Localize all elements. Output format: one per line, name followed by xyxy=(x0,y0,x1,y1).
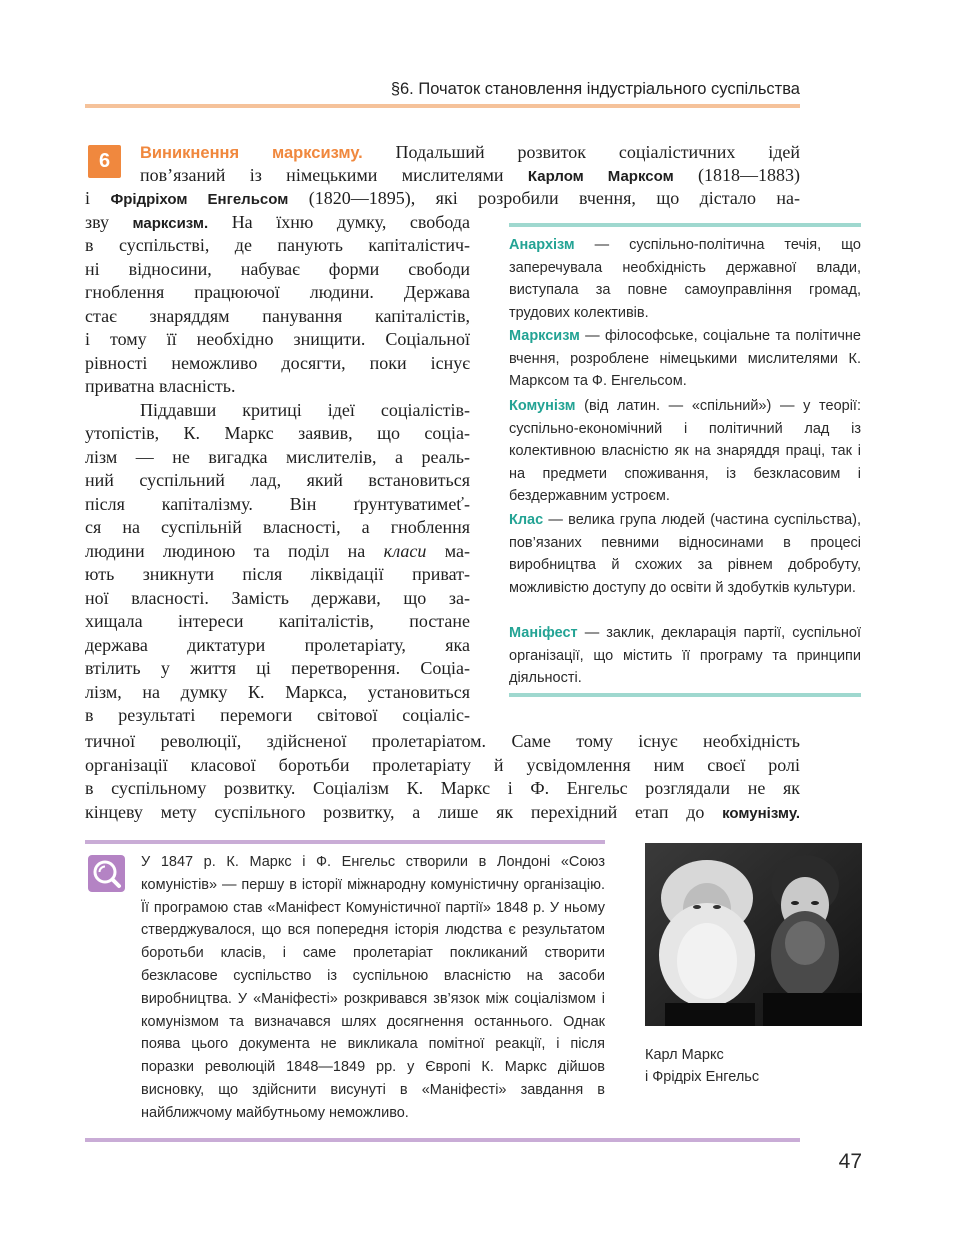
glossary-term: Маніфест xyxy=(509,625,578,641)
caption-line: Карл Маркс xyxy=(645,1047,724,1063)
note-top-rule xyxy=(85,840,605,844)
glossary-entry xyxy=(509,509,861,599)
glossary-entry xyxy=(509,234,861,324)
portrait-photo xyxy=(645,843,862,1026)
text-line: тичної революції, здійсненої пролетаріатом. Саме тому існує необхідність xyxy=(85,731,800,751)
text-line: кінцеву мету суспільного розвитку, а лише як перехідний етап до комунізму. xyxy=(85,802,801,822)
text-line: в суспільному розвитку. Соціалізм К. Маркс і Ф. Енгельс розглядали не як xyxy=(85,778,800,798)
glossary-entry xyxy=(509,325,861,393)
text-line: людини людиною та поділ на класи ма- xyxy=(85,541,470,561)
text-line: лізм — не вигадка мислителів, а реаль- xyxy=(85,447,470,467)
glossary-definition: — філософське, соціальне та політичне вчення, розроблене німецькими мислителями К. Марксом та Ф. Енгельсом. xyxy=(509,328,861,389)
text-line: ють зникнути після ліквідації приват- xyxy=(85,564,470,584)
glossary-definition: — велика група людей (частина суспільства), пов’язаних певними відносинами в процесі виробництва й схожих за рівнем добробуту, можливістю доступу до освіти й здобутків культури. xyxy=(509,512,861,596)
glossary-term: Анархізм xyxy=(509,237,575,253)
note-text: У 1847 р. К. Маркс і Ф. Енгельс створили в Лондоні «Союз комуністів» — першу в історії міжнародну комуністичну організацію. Її програмою став «Маніфест Комуністичної партії» 1848 р. У ньому стверджувалося, що вся попередня історія людства є результатом боротьби класів, і саме пролетаріат покликаний створити безкласове суспільство із суспільною власністю на засоби виробництва. У «Маніфесті» розкривався зв’язок між соціалізмом і комунізмом та визначався шлях досягнення останнього. Однак поява цього документа не викликала помітної реакції, і після поразки революцій 1848—1849 рр. у Європі К. Маркс дійшов висновку, що здійснити висунуті в «Маніфесті» завдання в найближчому майбутньому неможливо. xyxy=(141,854,605,1121)
portrait-caption xyxy=(645,1044,862,1088)
glossary-definition: — суспільно-політична течія, що заперечувала необхідність державної влади, виступала за повне самоуправління громад, трудових колективів. xyxy=(509,237,861,321)
text-line: лізм, на думку К. Маркса, установиться xyxy=(85,682,470,702)
text-line: і тому її необхідно знищити. Соціальної xyxy=(85,329,470,349)
text-line: гноблення працюючої людини. Держава xyxy=(85,282,470,302)
text-line: стає знаряддям панування капіталістів, xyxy=(85,306,470,326)
text-line: хищала інтереси капіталістів, постане xyxy=(85,611,470,631)
text-line: утопістів, К. Маркс заявив, що соціа- xyxy=(85,423,470,443)
text-line: в суспільстві, де панують капіталістич- xyxy=(85,235,470,255)
caption-line: і Фрідріх Енгельс xyxy=(645,1069,760,1085)
text-line: ний суспільний лад, який встановиться xyxy=(85,470,470,490)
glossary-definition: (від латин. — «спільний») — у теорії: суспільно-економічний і політичний лад із колективною власністю як на знаряддя праці, так і на предмети споживання, із безкласовим і бездержавним устроєм. xyxy=(509,398,861,504)
text-line: і Фрідріхом Енгельсом (1820—1895), які розробили вчення, що дістало на- xyxy=(85,188,801,208)
glossary-entry xyxy=(509,622,861,690)
running-header: §6. Початок становлення індустріального суспільства xyxy=(390,80,800,98)
text-line: організації класової боротьби пролетаріату й усвідомлення ним своєї ролі xyxy=(85,755,800,775)
glossary-entry xyxy=(509,395,861,508)
magnifier-icon xyxy=(88,855,125,892)
glossary-term: Марксизм xyxy=(509,328,580,344)
page-number: 47 xyxy=(838,1150,862,1173)
header-rule xyxy=(85,104,800,108)
text-line: Виникнення марксизму. Подальший розвиток соціалістичних ідей xyxy=(140,142,801,162)
text-line: держава диктатури пролетаріату, яка xyxy=(85,635,470,655)
text-line: рівності неможливо досягти, поки існує xyxy=(85,353,470,373)
note-bottom-rule xyxy=(85,1138,800,1142)
text-line: в результаті перемоги світової соціаліс- xyxy=(85,705,470,725)
text-line: ся на суспільній власності, а гноблення xyxy=(85,517,470,537)
text-line: ної власності. Замість держави, що за- xyxy=(85,588,470,608)
text-line: Піддавши критиці ідеї соціалістів- xyxy=(140,400,470,420)
glossary-bottom-rule xyxy=(509,693,861,697)
glossary-term: Комунізм xyxy=(509,398,576,414)
text-line: зву марксизм. На їхню думку, свобода xyxy=(85,212,470,232)
text-line: пов’язаний із німецькими мислителями Карлом Марксом (1818—1883) xyxy=(140,165,801,185)
glossary-definition: — заклик, декларація партії, суспільної організації, що містить її програму та принципи діяльності. xyxy=(509,625,861,686)
text-line: після капіталізму. Він ґрунтуватимеť- xyxy=(85,494,470,514)
section-number-badge: 6 xyxy=(88,145,121,178)
glossary-top-rule xyxy=(509,223,861,227)
section-heading: Виникнення марксизму. xyxy=(140,144,363,162)
text-line: ні відносини, набуває форми свободи xyxy=(85,259,470,279)
text-line: втілить у життя ці перетворення. Соціа- xyxy=(85,658,470,678)
glossary-term: Клас xyxy=(509,512,544,528)
text-line: приватна власність. xyxy=(85,376,236,396)
